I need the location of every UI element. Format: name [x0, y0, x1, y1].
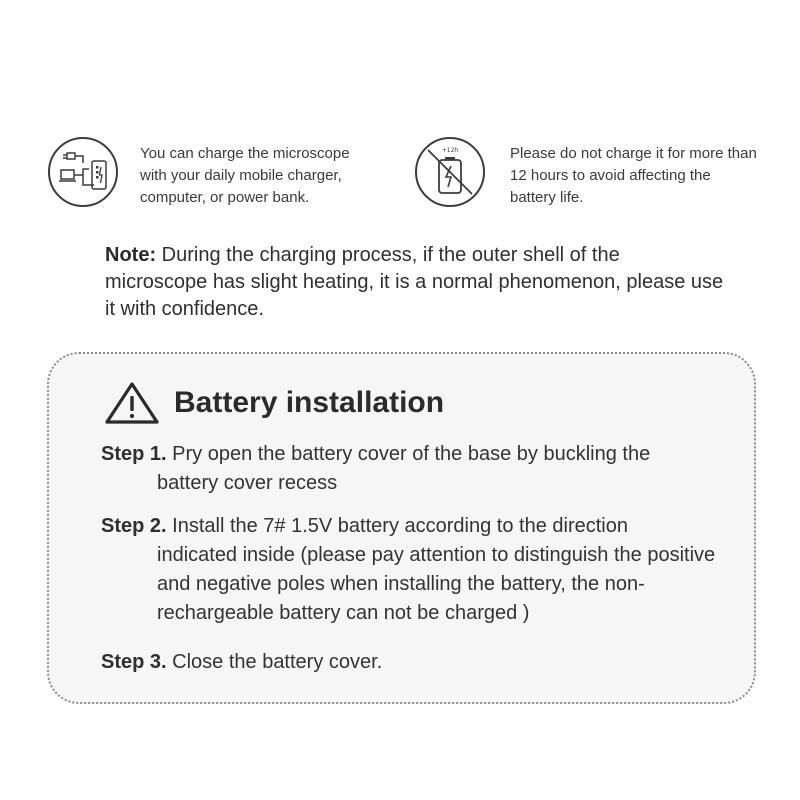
step-3 [101, 648, 741, 677]
tip-overcharge-warning-text: Please do not charge it for more than 12 hours to avoid affecting the battery life. [510, 145, 757, 206]
panel-title: Battery installation [174, 386, 445, 419]
step-2-text: Install the 7# 1.5V battery according to the direction [172, 515, 628, 537]
note-label: Note: [105, 244, 157, 266]
step-2-label: Step 2. [101, 515, 167, 537]
step-2-text-cont: indicated inside (please pay attention to distinguish the positive and negative poles when installing the battery, the non-rechargeable battery can not be charged ) [157, 544, 716, 624]
battery-installation-panel [47, 352, 756, 704]
step-1-text-cont: battery cover recess [157, 472, 338, 494]
tip-charging-sources-text: You can charge the microscope with your daily mobile charger, computer, or power bank. [140, 145, 350, 206]
twelve-hour-badge: +12h [441, 147, 459, 154]
warning-icon [104, 381, 160, 425]
step-1 [101, 440, 741, 498]
step-3-text: Close the battery cover. [172, 651, 383, 673]
step-3-label: Step 3. [101, 651, 167, 673]
charger-devices-icon [48, 137, 118, 207]
panel-header [104, 378, 444, 428]
step-2 [101, 512, 741, 628]
step-1-label: Step 1. [101, 443, 167, 465]
note-text: During the charging process, if the outer shell of the microscope has slight heating, it is a normal phenomenon, please use it with confidence. [105, 244, 724, 320]
charging-note [105, 242, 725, 323]
step-1-text: Pry open the battery cover of the base by buckling the [172, 443, 651, 465]
no-overcharge-icon [415, 137, 485, 207]
